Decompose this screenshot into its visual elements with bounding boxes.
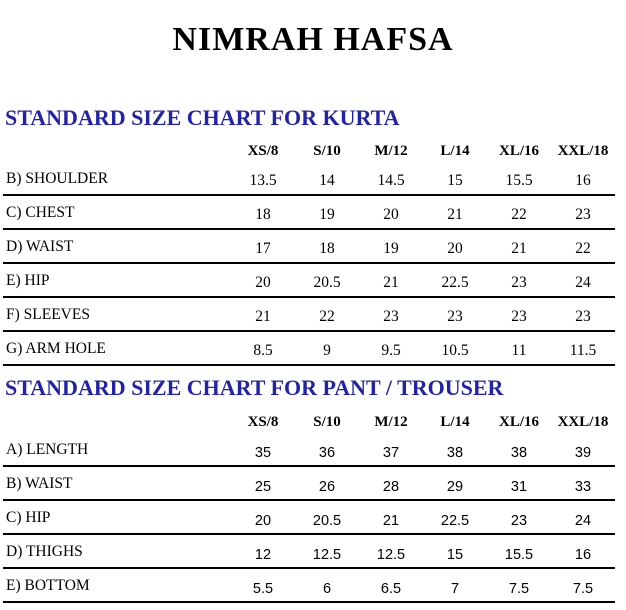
size-cell: 20 bbox=[255, 274, 271, 292]
size-cell: 29 bbox=[446, 478, 464, 495]
size-cell: 23 bbox=[511, 308, 527, 326]
size-cell: 22.5 bbox=[441, 274, 469, 292]
pant-section-heading: STANDARD SIZE CHART FOR PANT / TROUSER bbox=[5, 375, 504, 401]
table-row-shoulder bbox=[3, 162, 615, 195]
size-cell: 16 bbox=[575, 172, 591, 190]
size-cell: 21 bbox=[511, 240, 527, 258]
table-row-waist bbox=[3, 229, 615, 263]
table-row-armhole bbox=[3, 331, 615, 365]
size-cell: 12 bbox=[254, 546, 272, 563]
size-cell: 14.5 bbox=[377, 172, 405, 190]
row-label: E) BOTTOM bbox=[6, 576, 90, 594]
size-cell: 12.5 bbox=[376, 546, 406, 563]
size-cell: 15 bbox=[447, 172, 463, 190]
column-header-s10: S/10 bbox=[313, 143, 341, 160]
row-label: F) SLEEVES bbox=[6, 306, 90, 324]
column-header-m12: M/12 bbox=[374, 413, 408, 430]
column-header-l14: L/14 bbox=[440, 413, 470, 430]
size-cell: 13.5 bbox=[249, 172, 277, 190]
pant-header-row bbox=[3, 408, 615, 433]
size-cell: 23 bbox=[510, 512, 528, 529]
size-cell: 20 bbox=[447, 240, 463, 258]
size-cell: 23 bbox=[447, 308, 463, 326]
size-cell: 22 bbox=[511, 206, 527, 224]
table-row-sleeves bbox=[3, 297, 615, 331]
size-cell: 23 bbox=[383, 308, 399, 326]
size-cell: 6 bbox=[322, 580, 332, 597]
size-cell: 23 bbox=[511, 274, 527, 292]
size-cell: 18 bbox=[319, 240, 335, 258]
size-cell: 11 bbox=[511, 342, 527, 360]
column-header-xxl18: XXL/18 bbox=[557, 413, 609, 430]
table-row-chest bbox=[3, 195, 615, 229]
size-cell: 5.5 bbox=[252, 580, 274, 597]
row-label: C) HIP bbox=[6, 508, 51, 526]
column-header-empty bbox=[3, 137, 231, 162]
pant-size-table bbox=[3, 408, 615, 603]
size-cell: 23 bbox=[575, 308, 591, 326]
size-cell: 10.5 bbox=[441, 342, 469, 360]
size-cell: 26 bbox=[318, 478, 336, 495]
size-cell: 36 bbox=[318, 444, 336, 461]
size-cell: 7 bbox=[450, 580, 460, 597]
size-cell: 39 bbox=[574, 444, 592, 461]
size-cell: 25 bbox=[254, 478, 272, 495]
kurta-section bbox=[0, 105, 626, 366]
size-cell: 15.5 bbox=[504, 546, 534, 563]
row-label: D) THIGHS bbox=[6, 542, 83, 560]
size-cell: 11.5 bbox=[569, 342, 597, 360]
column-header-xs8: XS/8 bbox=[247, 143, 279, 160]
table-row-thighs bbox=[3, 534, 615, 568]
brand-title: NIMRAH HAFSA bbox=[172, 21, 454, 58]
column-header-l14: L/14 bbox=[440, 143, 470, 160]
column-header-xxl18: XXL/18 bbox=[557, 143, 609, 160]
size-cell: 22 bbox=[575, 240, 591, 258]
size-cell: 33 bbox=[574, 478, 592, 495]
size-cell: 31 bbox=[510, 478, 528, 495]
kurta-size-table bbox=[3, 137, 615, 366]
size-cell: 20.5 bbox=[313, 274, 341, 292]
size-cell: 17 bbox=[255, 240, 271, 258]
table-row-hip bbox=[3, 500, 615, 534]
row-label: B) SHOULDER bbox=[6, 170, 109, 188]
size-cell: 15 bbox=[446, 546, 464, 563]
size-cell: 28 bbox=[382, 478, 400, 495]
table-row-bottom bbox=[3, 568, 615, 602]
size-cell: 7.5 bbox=[508, 580, 530, 597]
row-label: G) ARM HOLE bbox=[6, 340, 106, 358]
size-cell: 24 bbox=[574, 512, 592, 529]
table-row-waist bbox=[3, 466, 615, 500]
column-header-m12: M/12 bbox=[374, 143, 408, 160]
size-cell: 21 bbox=[382, 512, 400, 529]
row-label: E) HIP bbox=[6, 272, 50, 290]
size-cell: 22 bbox=[319, 308, 335, 326]
row-label: B) WAIST bbox=[6, 474, 73, 492]
size-cell: 38 bbox=[510, 444, 528, 461]
pant-section bbox=[0, 375, 626, 602]
size-cell: 20.5 bbox=[312, 512, 342, 529]
size-cell: 38 bbox=[446, 444, 464, 461]
size-cell: 9 bbox=[323, 342, 331, 360]
column-header-s10: S/10 bbox=[313, 413, 341, 430]
size-cell: 20 bbox=[383, 206, 399, 224]
table-row-hip bbox=[3, 263, 615, 297]
size-cell: 15.5 bbox=[505, 172, 533, 190]
size-cell: 16 bbox=[574, 546, 592, 563]
column-header-xl16: XL/16 bbox=[498, 413, 539, 430]
table-row-length bbox=[3, 433, 615, 466]
size-cell: 19 bbox=[319, 206, 335, 224]
size-cell: 37 bbox=[382, 444, 400, 461]
size-cell: 18 bbox=[255, 206, 271, 224]
column-header-xs8: XS/8 bbox=[247, 413, 279, 430]
kurta-header-row bbox=[3, 137, 615, 162]
size-chart-page bbox=[0, 20, 626, 610]
row-label: A) LENGTH bbox=[6, 440, 89, 458]
row-label: D) WAIST bbox=[6, 238, 74, 256]
size-cell: 6.5 bbox=[380, 580, 402, 597]
size-cell: 7.5 bbox=[572, 580, 594, 597]
column-header-empty bbox=[3, 408, 231, 433]
size-cell: 21 bbox=[255, 308, 271, 326]
size-cell: 35 bbox=[254, 444, 272, 461]
column-header-xl16: XL/16 bbox=[498, 143, 539, 160]
size-cell: 12.5 bbox=[312, 546, 342, 563]
row-label: C) CHEST bbox=[6, 204, 75, 222]
size-cell: 20 bbox=[254, 512, 272, 529]
size-cell: 24 bbox=[575, 274, 591, 292]
size-cell: 8.5 bbox=[253, 342, 273, 360]
size-cell: 9.5 bbox=[381, 342, 401, 360]
size-cell: 23 bbox=[575, 206, 591, 224]
size-cell: 21 bbox=[383, 274, 399, 292]
size-cell: 21 bbox=[447, 206, 463, 224]
size-cell: 22.5 bbox=[440, 512, 470, 529]
kurta-section-heading: STANDARD SIZE CHART FOR KURTA bbox=[5, 104, 400, 130]
size-cell: 19 bbox=[383, 240, 399, 258]
size-cell: 14 bbox=[319, 172, 335, 190]
